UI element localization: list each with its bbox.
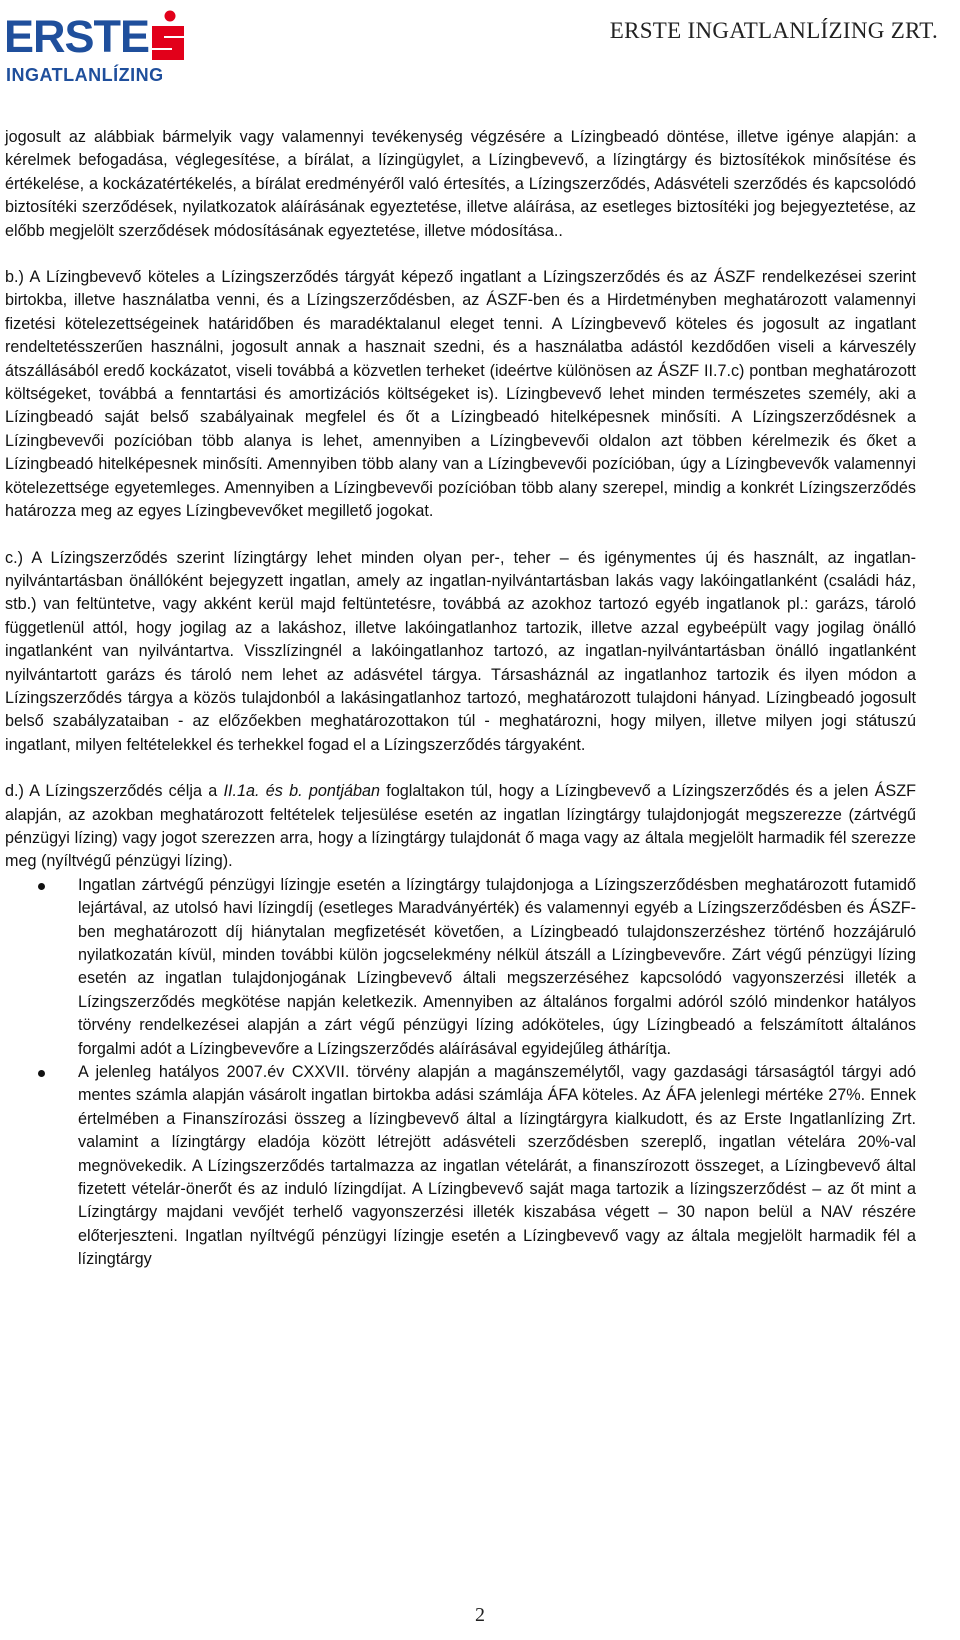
erste-logo xyxy=(4,6,189,88)
company-name-header: ERSTE INGATLANLÍZING ZRT. xyxy=(609,18,938,43)
paragraph-c: c.) A Lízingszerződés szerint lízingtárgy lehet minden olyan per-, teher – és igénymentes új és használt, az ingatlan-nyilvántartásban önállóként bejegyzett ingatlan, amely az ingatlan-nyilvántartásban lakás vagy lakóingatlanként (családi ház, stb.) van feltüntetve, vagy akként kerül majd feltüntetésre, továbbá az azokhoz tartozó egyéb ingatlanok pl.: garázs, tároló függetlenül attól, hogy jogilag az a lakáshoz, illetve lakóingatlanhoz tartozik, illetve azzal egybeépült vagy jogilag önálló ingatlanként van nyilvántartva. Visszlízingnél a lakóingatlanhoz tartozó, az ingatlan-nyilvántartásban önálló ingatlanként nyilvántartott garázs és tároló nem lehet az adásvétel tárgya. Társasháznál az ingatlanhoz tartozik és ilyen módon a Lízingszerződés tárgya a közös tulajdonból a lakásingatlanhoz tartozó, meghatározott tulajdoni hányad. Lízingbeadó jogosult belső szabályzataiban - az előzőekben meghatározottakon túl - meghatározni, hogy milyen, illetve milyen jogi státuszú ingatlant, milyen feltételekkel és terhekkel fogad el a Lízingszerződés tárgyaként. xyxy=(5,548,916,754)
bullet-dot-icon xyxy=(38,883,45,890)
list-item xyxy=(5,1061,916,1272)
logo-wordmark: ERSTE xyxy=(4,11,150,62)
erste-s-logo-icon xyxy=(148,10,188,62)
paragraph-d xyxy=(5,780,916,874)
paragraph-b: b.) A Lízingbevevő köteles a Lízingszerződés tárgyát képező ingatlant a Lízingszerződés és az ÁSZF rendelkezései szerint birtokba, illetve használatba venni, és a Lízingszerződésben, az ÁSZF-ben és a Hirdetményben meghatározott valamennyi fizetési kötelezettségeinek határidőben és maradéktalanul eleget tenni. A Lízingbevevő köteles és jogosult az ingatlant rendeltetésszerűen használni, jogosult annak a hasznait szedni, és a használatba adástól kezdődően viseli a kárveszély átszállásából eredő kockázatot, viseli továbbá a közvetlen terheket (ideértve különösen az ÁSZF II.7.c) pontban meghatározott költségeket, továbbá a fenntartási és amortizációs költségeket is). Lízingbevevő lehet minden természetes személy, aki a Lízingbeadó saját belső szabályainak megfelel és őt a Lízingbeadó hitelképesnek minősíti. A Lízingszerződésnek a Lízingbevevői pozícióban több alanya is lehet, amennyiben a Lízingbevevői oldalon azt többen kérelmezik és őket a Lízingbeadó hitelképesnek minősíti. Amennyiben több alany van a Lízingbevevői pozícióban, úgy a Lízingbevevők valamennyi kötelezettsége egyetemleges. Amennyiben a Lízingbevevői pozícióban több alany szerepel, mindig a konkrét Lízingszerződés határozza meg az egyes Lízingbevevőket megillető jogokat. xyxy=(5,268,916,521)
bullet-list xyxy=(5,874,916,1272)
paragraph-d-reference: II.1a. és b. pontjában xyxy=(223,782,381,801)
list-item-text: Ingatlan zártvégű pénzügyi lízingje esetén a lízingtárgy tulajdonjoga a Lízingszerződésben meghatározott futamidő lejártával, az utolsó havi lízingdíj (esetleges Maradványérték) és valamennyi egyéb a Lízingszerződésben és ÁSZF-ben meghatározott díj hiánytalan megfizetését követően, a Lízingbeadó tulajdonszerzéshez történő hozzájáruló nyilatkozatán kívül, minden további külön jogcselekmény nélkül átszáll a Lízingbevevőre. Zárt végű pénzügyi lízing esetén az ingatlan tulajdonjogának Lízingbevevő általi megszerzéséhez kapcsolódó vagyonszerzési illeték a Lízingszerződés megkötése napján keletkezik. Amennyiben az általános forgalmi adóról szóló mindenkor hatályos törvény rendelkezései alapján a zárt végű pénzügyi lízing adóköteles, úgy Lízingbeadó a felszámított általános forgalmi adót a Lízingbevevőre a Lízingszerződés aláírásával egyidejűleg áthárítja. xyxy=(78,875,916,1058)
list-item-text: A jelenleg hatályos 2007.év CXXVII. törvény alapján a magánszemélytől, vagy gazdasági társaságtól tárgyi adó mentes számla alapján vásárolt ingatlan birtokba adási számlája ÁFA köteles. Az ÁFA jelenlegi mértéke 27%. Ennek értelmében a Finanszírozási összeg a lízingbevevő által a lízingtárgyra kialkudott, és az Erste Ingatlanlízing Zrt. valamint a lízingtárgy eladója között létrejött adásvételi szerződésben szereplő, ingatlan vételára 20%-val megnövekedik. A Lízingszerződés tartalmazza az ingatlan vételárát, a finanszírozott összeget, a Lízingbevevő által fizetett vételár-önerőt és az induló lízingdíjat. A Lízingbevevő saját maga tartozik a lízingszerződést – az őt mint a Lízingtárgy majdani vevőjét terhelő vagyonszerzési illeték kiszabása végett – 30 napon belül a NAV részére előterjeszteni. Ingatlan nyíltvégű pénzügyi lízingje esetén a Lízingbevevő vagy az általa megjelölt harmadik fél a lízingtárgy xyxy=(78,1063,916,1269)
paragraph-d-text-rest: foglaltakon túl, hogy a Lízingbevevő a Lízingszerződés és a jelen ÁSZF alapján, az azokban meghatározott feltételek teljesülése esetén az ingatlan lízingtárgy tulajdonjogát megszerezze (zártvégű pénzügyi lízing) vagy jogot szerezzen arra, hogy a lízingtárgy tulajdonát ő maga vagy az általa megjelölt harmadik fél szerezze meg (nyíltvégű pénzügyi lízing). xyxy=(5,782,917,871)
page-number: 2 xyxy=(475,1604,485,1626)
bullet-dot-icon xyxy=(38,1070,45,1077)
page-header xyxy=(0,0,960,100)
paragraph-a-continuation: jogosult az alábbiak bármelyik vagy valamennyi tevékenység végzésére a Lízingbeadó döntése, illetve igénye alapján: a kérelmek befogadása, véglegesítése, a bírálat, a lízingügylet, a Lízingbevevő, a lízingtárgy és biztosítékok minősítése és értékelése, a kockázatértékelés, a bírálat eredményéről való értesítés, a Lízingszerződés, Adásvételi szerződés és kapcsolódó biztosítéki szerződések, nyilatkozatok aláírásának egyeztetése, illetve aláírása, az esetleges biztosítéki jog bejegyeztetése, az előbb megjelölt szerződések módosításának egyeztetése, illetve módosítása.. xyxy=(5,128,916,240)
list-item xyxy=(5,874,916,1061)
document-body xyxy=(5,126,916,1272)
paragraph-d-text-start: d.) A Lízingszerződés célja a xyxy=(5,782,224,801)
logo-subtitle: INGATLANLÍZING xyxy=(6,65,164,85)
